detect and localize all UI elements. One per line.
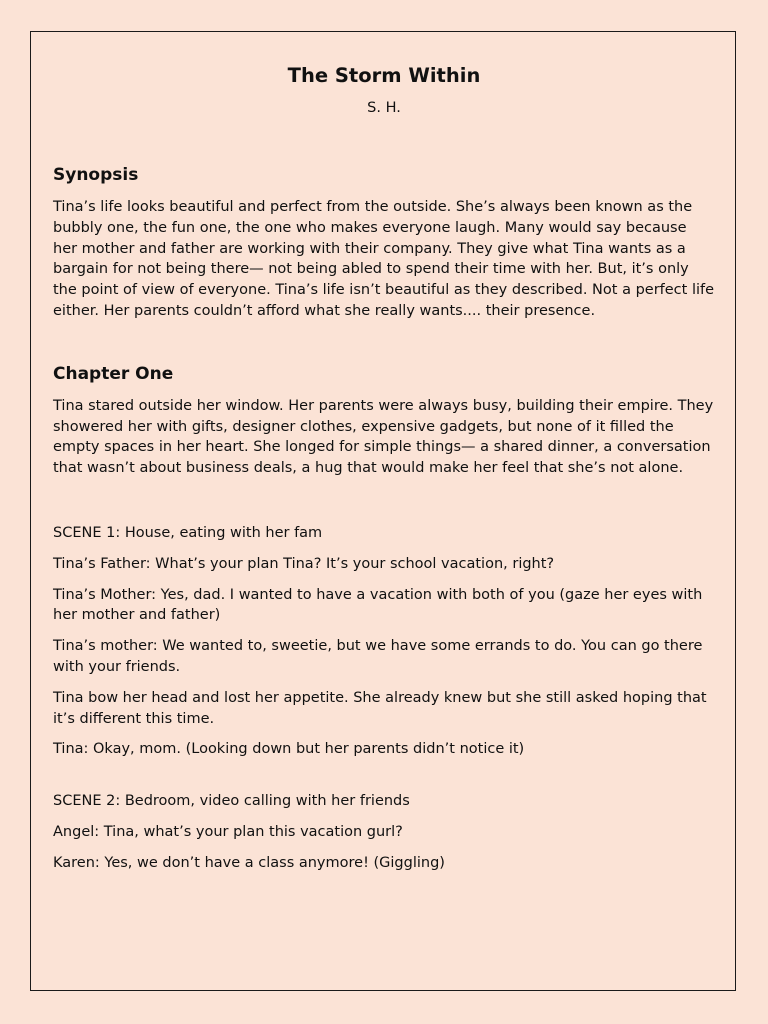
scene-1 [53,523,715,760]
scene-2 [53,791,715,873]
document-title: The Storm Within [287,64,481,87]
dialogue-line: Tina: Okay, mom. (Looking down but her parents didn’t notice it) [53,741,525,758]
dialogue-line: Tina’s mother: We wanted to, sweetie, but we have some errands to do. You can go there with your friends. [53,638,703,675]
synopsis-heading: Synopsis [53,165,139,185]
chapter-one-heading: Chapter One [53,363,174,384]
narration-line: Tina bow her head and lost her appetite. She already knew but she still asked hoping that it’s different this time. [53,689,707,727]
scene-2-heading: SCENE 2: Bedroom, video calling with her friends [53,793,410,810]
dialogue-line: Angel: Tina, what’s your plan this vacation gurl? [53,823,403,840]
chapter-one-text: Tina stared outside her window. Her parents were always busy, building their empire. They showered her with gifts, designer clothes, expensive gadgets, but none of it filled the empty spaces in her heart. She longed for simple things— a shared dinner, a conversation that wasn’t about business deals, a hug that would make her feel that she’s not alone. [53,397,714,477]
dialogue-line: Karen: Yes, we don’t have a class anymore! (Giggling) [53,854,445,871]
document-page [30,31,736,991]
dialogue-line: Tina’s Father: What’s your plan Tina? It’s your school vacation, right? [53,555,555,572]
document-author: S. H. [367,100,401,116]
scene-1-heading: SCENE 1: House, eating with her fam [53,524,323,541]
synopsis-text: Tina’s life looks beautiful and perfect from the outside. She’s always been known as the bubbly one, the fun one, the one who makes everyone laugh. Many would say because her mother and father are working with their company. They give what Tina wants as a bargain for not being there— not being abled to spend their time with her. But, it’s only the point of view of everyone. Tina’s life isn’t beautiful as they described. Not a perfect life either. Her parents couldn’t afford what she really wants.... their presence. [53,199,715,319]
dialogue-line: Tina’s Mother: Yes, dad. I wanted to have a vacation with both of you (gaze her eyes with her mother and father) [53,586,703,624]
document-content [53,62,715,884]
